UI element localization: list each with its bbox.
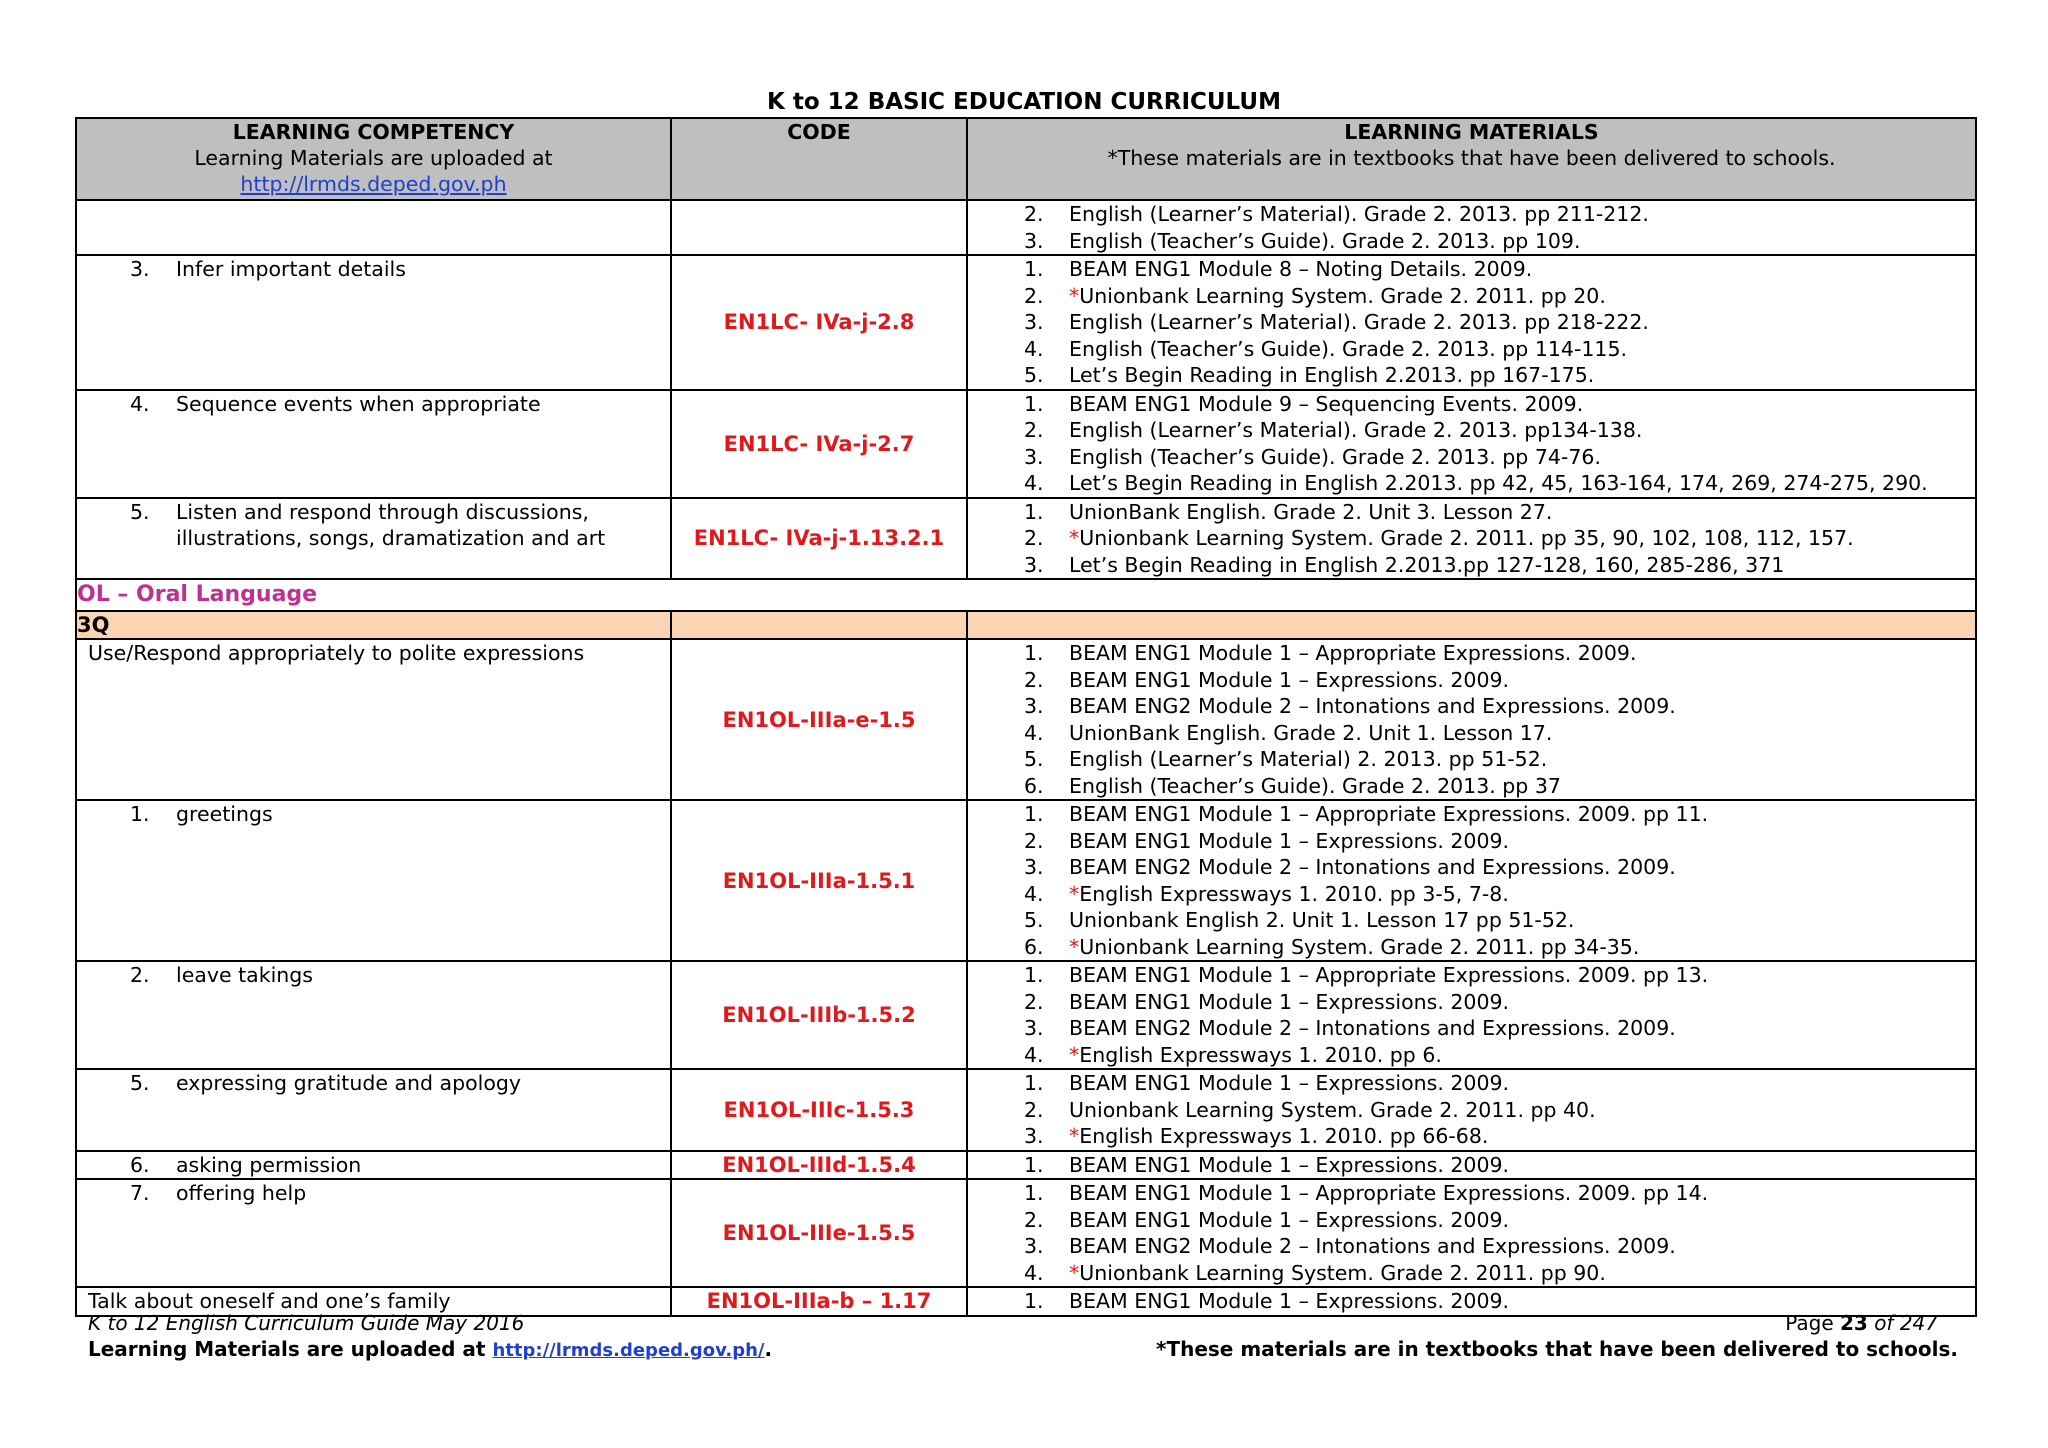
material-number: 4. <box>1024 720 1044 745</box>
material-text: Unionbank Learning System. Grade 2. 2011. pp 20. <box>1079 283 1606 308</box>
material-text: Let’s Begin Reading in English 2.2013. pp 167-175. <box>1069 363 1595 387</box>
material-text: Unionbank Learning System. Grade 2. 2011. pp 40. <box>1069 1097 1596 1122</box>
code-cell <box>671 200 967 255</box>
materials-cell <box>967 390 1976 498</box>
competency-text: expressing gratitude and apology <box>176 1071 522 1095</box>
material-item <box>968 1015 1975 1042</box>
material-number: 2. <box>1024 283 1044 308</box>
material-item <box>968 256 1975 283</box>
competency-number: 6. <box>130 1152 150 1177</box>
material-text: BEAM ENG1 Module 1 – Expressions. 2009. <box>1069 1071 1510 1095</box>
material-number: 1. <box>1024 1181 1044 1205</box>
material-item <box>968 1042 1975 1069</box>
materials-cell <box>967 1179 1976 1287</box>
material-number: 4. <box>1024 1260 1044 1285</box>
competency-header-sub: Learning Materials are uploaded at <box>194 146 553 170</box>
competency-number: 5. <box>130 1071 150 1095</box>
materials-list <box>968 201 1975 254</box>
material-item <box>968 336 1975 363</box>
material-item <box>968 470 1975 497</box>
competency-cell <box>76 1151 671 1180</box>
material-item <box>968 1207 1975 1234</box>
section-row <box>76 579 1976 611</box>
material-item <box>968 1070 1975 1097</box>
page-title: K to 12 BASIC EDUCATION CURRICULUM <box>767 89 1281 115</box>
material-item <box>968 640 1975 667</box>
code-cell: EN1LC- IVa-j-2.8 <box>671 255 967 390</box>
material-number: 1. <box>1024 1071 1044 1095</box>
material-item <box>968 309 1975 336</box>
material-text: English (Teacher’s Guide). Grade 2. 2013. pp 109. <box>1069 228 1581 253</box>
table-row <box>76 390 1976 498</box>
competency-cell <box>76 200 671 255</box>
material-item <box>968 391 1975 418</box>
table-row <box>76 200 1976 255</box>
section-label: OL – Oral Language <box>76 579 1976 611</box>
table-header-row <box>76 118 1976 200</box>
material-item <box>968 283 1975 310</box>
footer-lm-link[interactable]: http://lrmds.deped.gov.ph/ <box>492 1340 765 1361</box>
table-row <box>76 1179 1976 1287</box>
material-item <box>968 667 1975 694</box>
material-item <box>968 362 1975 389</box>
competency-number: 4. <box>130 391 150 416</box>
competency-number: 5. <box>130 499 150 524</box>
material-text: UnionBank English. Grade 2. Unit 3. Lesson 27. <box>1069 499 1553 524</box>
material-text: BEAM ENG2 Module 2 – Intonations and Expressions. 2009. <box>1069 694 1676 718</box>
competency-header-title: LEARNING COMPETENCY <box>232 120 515 144</box>
material-number: 2. <box>1024 667 1044 692</box>
material-item <box>968 417 1975 444</box>
material-text: BEAM ENG1 Module 1 – Appropriate Expressions. 2009. pp 14. <box>1069 1181 1709 1205</box>
page-num: 23 <box>1839 1311 1868 1335</box>
asterisk-marker: * <box>1069 283 1080 308</box>
material-text: English (Learner’s Material). Grade 2. 2013. pp 211-212. <box>1069 202 1649 226</box>
competency-item <box>77 256 670 283</box>
competency-text: Use/Respond appropriately to polite expressions <box>88 641 585 665</box>
material-item <box>968 1123 1975 1150</box>
code-cell: EN1OL-IIIe-1.5.5 <box>671 1179 967 1287</box>
material-text: English Expressways 1. 2010. pp 6. <box>1079 1042 1442 1067</box>
material-text: BEAM ENG1 Module 1 – Appropriate Expressions. 2009. pp 11. <box>1069 802 1709 826</box>
material-number: 4. <box>1024 881 1044 906</box>
competency-number: 1. <box>130 802 150 826</box>
material-number: 1. <box>1024 499 1044 524</box>
material-item <box>968 499 1975 526</box>
material-text: BEAM ENG1 Module 8 – Noting Details. 2009. <box>1069 257 1533 281</box>
competency-number: 3. <box>130 257 150 281</box>
table-body-lc <box>76 200 1976 579</box>
footer-note: *These materials are in textbooks that have been delivered to schools. <box>1156 1337 1958 1361</box>
material-item <box>968 720 1975 747</box>
materials-list <box>968 391 1975 497</box>
material-number: 2. <box>1024 989 1044 1014</box>
competency-cell <box>76 961 671 1069</box>
footer-lm-text: Learning Materials are uploaded at <box>88 1337 486 1361</box>
material-item <box>968 934 1975 961</box>
competency-text: Sequence events when appropriate <box>176 391 541 416</box>
material-number: 6. <box>1024 934 1044 959</box>
material-item <box>968 444 1975 471</box>
competency-item <box>77 1070 670 1097</box>
material-item <box>968 962 1975 989</box>
materials-cell <box>967 498 1976 580</box>
quarter-label: 3Q <box>76 611 671 639</box>
materials-list <box>968 962 1975 1068</box>
quarter-row <box>76 611 1976 639</box>
competency-text: asking permission <box>176 1152 362 1177</box>
competency-cell <box>76 255 671 390</box>
material-number: 2. <box>1024 1097 1044 1122</box>
competency-cell <box>76 639 671 800</box>
material-item <box>968 1233 1975 1260</box>
material-text: English (Learner’s Material). Grade 2. 2013. pp134-138. <box>1069 418 1643 442</box>
footer-right <box>1156 1310 1958 1362</box>
material-item <box>968 1180 1975 1207</box>
competency-text: greetings <box>176 802 273 826</box>
table-row <box>76 255 1976 390</box>
code-cell: EN1OL-IIIb-1.5.2 <box>671 961 967 1069</box>
material-text: BEAM ENG1 Module 1 – Expressions. 2009. <box>1069 1289 1510 1313</box>
competency-text: Talk about oneself and one’s family <box>88 1289 451 1313</box>
competency-item <box>77 801 670 828</box>
code-cell: EN1OL-IIIa-e-1.5 <box>671 639 967 800</box>
material-number: 2. <box>1024 526 1044 550</box>
material-number: 3. <box>1024 855 1044 879</box>
material-text: BEAM ENG1 Module 1 – Expressions. 2009. <box>1069 828 1510 853</box>
materials-cell <box>967 1069 1976 1151</box>
competency-item <box>77 391 670 418</box>
materials-cell <box>967 800 1976 961</box>
material-number: 5. <box>1024 363 1044 387</box>
material-text: BEAM ENG1 Module 1 – Expressions. 2009. <box>1069 989 1510 1014</box>
table-row <box>76 498 1976 580</box>
materials-list <box>968 256 1975 389</box>
material-number: 1. <box>1024 641 1044 665</box>
competency-cell <box>76 1069 671 1151</box>
code-cell: EN1LC- IVa-j-1.13.2.1 <box>671 498 967 580</box>
material-text: English (Learner’s Material) 2. 2013. pp 51-52. <box>1069 747 1548 771</box>
competency-cell <box>76 1179 671 1287</box>
page-number <box>1156 1310 1938 1336</box>
curriculum-table <box>75 117 1977 1317</box>
competency-cell <box>76 800 671 961</box>
material-number: 1. <box>1024 391 1044 416</box>
material-item <box>968 1097 1975 1124</box>
asterisk-marker: * <box>1069 881 1080 906</box>
materials-cell <box>967 1151 1976 1180</box>
material-text: English Expressways 1. 2010. pp 66-68. <box>1079 1124 1489 1148</box>
material-item <box>968 773 1975 800</box>
material-number: 3. <box>1024 1016 1044 1040</box>
material-text: Let’s Begin Reading in English 2.2013.pp 127-128, 160, 285-286, 371 <box>1069 552 1785 577</box>
footer-lm-dot: . <box>764 1337 773 1361</box>
material-number: 5. <box>1024 908 1044 932</box>
materials-cell <box>967 200 1976 255</box>
table-body-section <box>76 579 1976 639</box>
material-item <box>968 746 1975 773</box>
material-text: English Expressways 1. 2010. pp 3-5, 7-8. <box>1079 881 1509 906</box>
material-text: Unionbank English 2. Unit 1. Lesson 17 pp 51-52. <box>1069 908 1575 932</box>
asterisk-marker: * <box>1069 1042 1080 1067</box>
lrmds-link[interactable]: http://lrmds.deped.gov.ph <box>240 172 507 196</box>
table-row <box>76 800 1976 961</box>
material-text: BEAM ENG2 Module 2 – Intonations and Expressions. 2009. <box>1069 1016 1676 1040</box>
material-number: 5. <box>1024 747 1044 771</box>
asterisk-marker: * <box>1069 1260 1080 1285</box>
code-cell: EN1OL-IIIa-b – 1.17 <box>671 1287 967 1316</box>
quarter-empty-cell <box>671 611 967 639</box>
materials-header-title: LEARNING MATERIALS <box>1344 120 1599 144</box>
competency-text: Infer important details <box>176 257 406 281</box>
material-text: Unionbank Learning System. Grade 2. 2011. pp 34-35. <box>1079 934 1640 959</box>
page-word: Page <box>1785 1311 1834 1335</box>
code-header <box>671 118 967 200</box>
page-of: of 247 <box>1874 1311 1938 1335</box>
material-text: BEAM ENG1 Module 1 – Expressions. 2009. <box>1069 1152 1510 1177</box>
materials-list <box>968 1070 1975 1150</box>
materials-cell <box>967 639 1976 800</box>
material-number: 3. <box>1024 228 1044 253</box>
table-row <box>76 1151 1976 1180</box>
material-item <box>968 907 1975 934</box>
competency-text-cont: illustrations, songs, dramatization and art <box>176 526 606 550</box>
competency-cell <box>76 390 671 498</box>
material-number: 2. <box>1024 202 1044 226</box>
competency-item <box>77 499 670 552</box>
asterisk-marker: * <box>1069 1124 1080 1148</box>
competency-item <box>77 1152 670 1179</box>
material-item <box>968 693 1975 720</box>
material-item <box>968 228 1975 255</box>
competency-number: 7. <box>130 1181 150 1205</box>
material-number: 3. <box>1024 444 1044 469</box>
footer-lm <box>88 1336 772 1364</box>
materials-cell <box>967 255 1976 390</box>
code-header-title: CODE <box>787 120 851 144</box>
material-number: 1. <box>1024 963 1044 987</box>
material-item <box>968 525 1975 552</box>
footer-guide: K to 12 English Curriculum Guide May 2016 <box>88 1311 525 1335</box>
materials-list <box>968 499 1975 579</box>
material-text: English (Teacher’s Guide). Grade 2. 2013. pp 74-76. <box>1069 444 1601 469</box>
competency-item <box>77 962 670 989</box>
material-number: 2. <box>1024 418 1044 442</box>
code-cell: EN1OL-IIId-1.5.4 <box>671 1151 967 1180</box>
material-item <box>968 552 1975 579</box>
competency-number: 2. <box>130 963 150 987</box>
material-number: 1. <box>1024 802 1044 826</box>
material-text: Unionbank Learning System. Grade 2. 2011. pp 90. <box>1079 1260 1606 1285</box>
material-number: 3. <box>1024 1124 1044 1148</box>
material-number: 2. <box>1024 1207 1044 1232</box>
footer-left <box>88 1310 772 1364</box>
material-item <box>968 801 1975 828</box>
material-item <box>968 1152 1975 1179</box>
materials-header-sub: *These materials are in textbooks that have been delivered to schools. <box>1107 146 1836 170</box>
code-cell: EN1LC- IVa-j-2.7 <box>671 390 967 498</box>
competency-text: Listen and respond through discussions, <box>176 499 589 524</box>
material-text: BEAM ENG2 Module 2 – Intonations and Expressions. 2009. <box>1069 855 1676 879</box>
material-item <box>968 828 1975 855</box>
competency-item <box>77 1180 670 1207</box>
material-text: BEAM ENG1 Module 1 – Expressions. 2009. <box>1069 667 1510 692</box>
material-item <box>968 854 1975 881</box>
competency-header <box>76 118 671 200</box>
quarter-empty-cell <box>967 611 1976 639</box>
code-cell: EN1OL-IIIc-1.5.3 <box>671 1069 967 1151</box>
materials-header <box>967 118 1976 200</box>
material-text: English (Teacher’s Guide). Grade 2. 2013. pp 37 <box>1069 773 1561 798</box>
material-text: BEAM ENG1 Module 1 – Appropriate Expressions. 2009. pp 13. <box>1069 963 1709 987</box>
material-text: Let’s Begin Reading in English 2.2013. pp 42, 45, 163-164, 174, 269, 274-275, 290. <box>1069 471 1928 495</box>
material-number: 3. <box>1024 552 1044 577</box>
table-row <box>76 1069 1976 1151</box>
material-text: BEAM ENG1 Module 9 – Sequencing Events. 2009. <box>1069 391 1584 416</box>
material-number: 1. <box>1024 1152 1044 1177</box>
materials-list <box>968 801 1975 960</box>
materials-list <box>968 1152 1975 1179</box>
material-number: 1. <box>1024 257 1044 281</box>
table-body-ol <box>76 639 1976 1316</box>
material-item <box>968 1260 1975 1287</box>
code-cell: EN1OL-IIIa-1.5.1 <box>671 800 967 961</box>
material-number: 3. <box>1024 310 1044 334</box>
materials-list <box>968 640 1975 799</box>
material-item <box>968 201 1975 228</box>
material-number: 3. <box>1024 1234 1044 1258</box>
material-number: 6. <box>1024 773 1044 798</box>
material-item <box>968 881 1975 908</box>
material-text: Unionbank Learning System. Grade 2. 2011. pp 35, 90, 102, 108, 112, 157. <box>1079 526 1854 550</box>
table-row <box>76 961 1976 1069</box>
material-text: UnionBank English. Grade 2. Unit 1. Lesson 17. <box>1069 720 1553 745</box>
material-number: 3. <box>1024 694 1044 718</box>
material-text: English (Learner’s Material). Grade 2. 2013. pp 218-222. <box>1069 310 1649 334</box>
material-text: BEAM ENG1 Module 1 – Expressions. 2009. <box>1069 1207 1510 1232</box>
competency-text: offering help <box>176 1181 307 1205</box>
material-item <box>968 989 1975 1016</box>
material-text: BEAM ENG1 Module 1 – Appropriate Expressions. 2009. <box>1069 641 1637 665</box>
material-text: English (Teacher’s Guide). Grade 2. 2013. pp 114-115. <box>1069 336 1628 361</box>
competency-cell <box>76 498 671 580</box>
asterisk-marker: * <box>1069 934 1080 959</box>
material-number: 1. <box>1024 1289 1044 1313</box>
material-number: 4. <box>1024 471 1044 495</box>
table-row <box>76 639 1976 800</box>
material-number: 4. <box>1024 1042 1044 1067</box>
material-number: 2. <box>1024 828 1044 853</box>
materials-cell <box>967 961 1976 1069</box>
materials-list <box>968 1180 1975 1286</box>
material-number: 4. <box>1024 336 1044 361</box>
competency-text: leave takings <box>176 963 313 987</box>
asterisk-marker: * <box>1069 526 1080 550</box>
material-text: BEAM ENG2 Module 2 – Intonations and Expressions. 2009. <box>1069 1234 1676 1258</box>
